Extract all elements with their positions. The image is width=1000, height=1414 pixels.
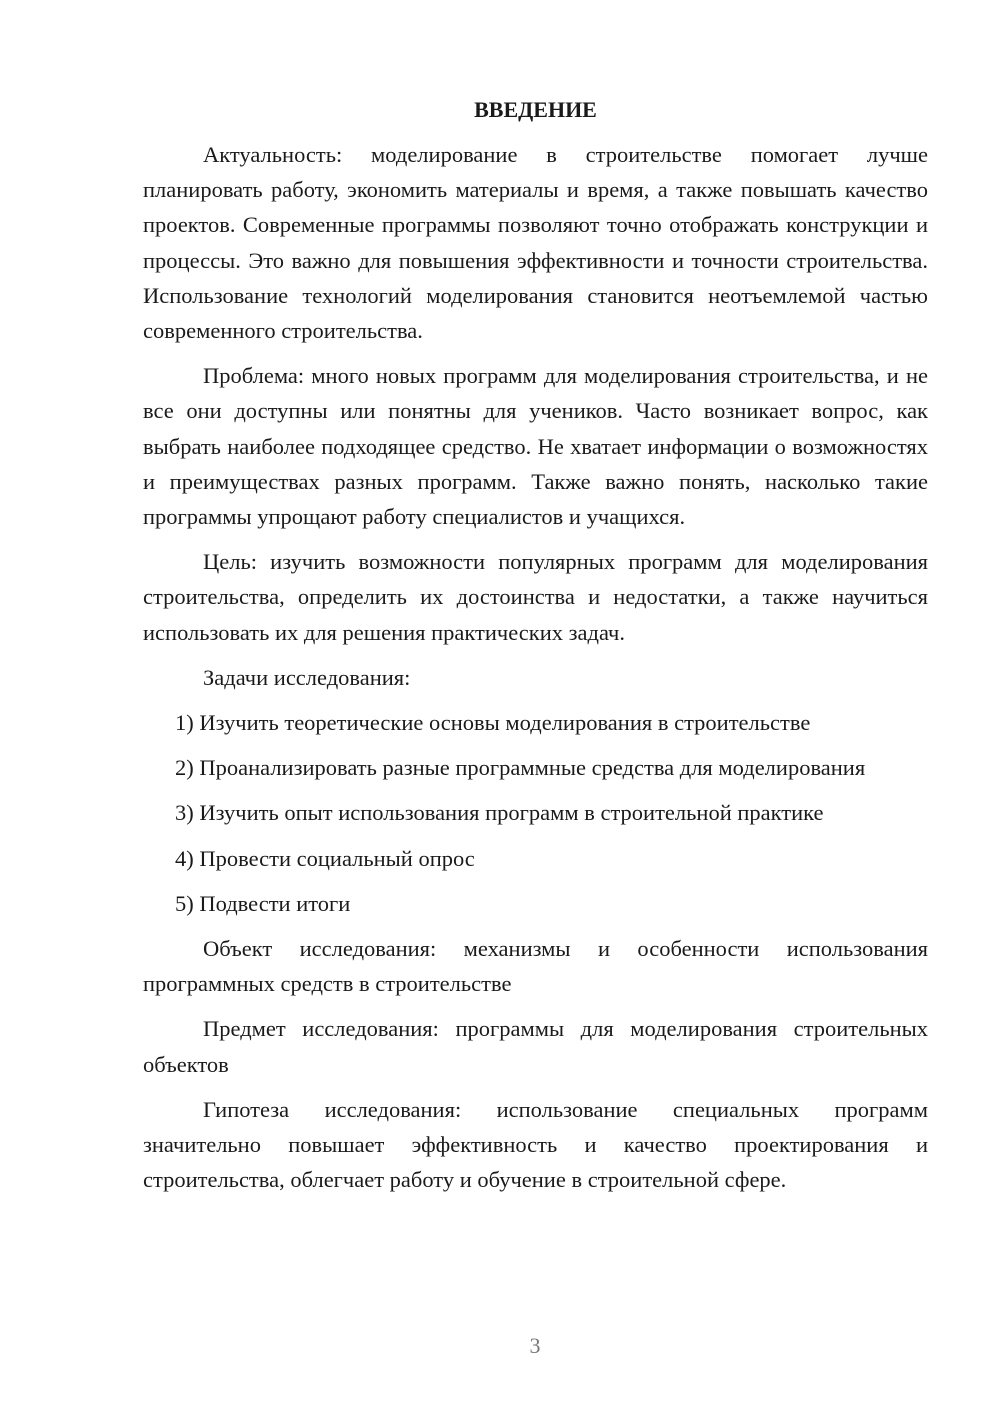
task-item-4: 4) Провести социальный опрос xyxy=(175,845,475,871)
task-item-2: 2) Проанализировать разные программные средства для моделирования xyxy=(175,755,866,781)
paragraph-hypothesis: Гипотеза исследования: использование специальных программ значительно повышает эффективность и качество проектирования и строительства, облегчает работу и обучение в строительной сфере. xyxy=(143,1096,928,1193)
task-item-3: 3) Изучить опыт использования программ в строительной практике xyxy=(175,800,824,826)
section-title: ВВЕДЕНИЕ xyxy=(474,97,597,122)
paragraph-goal: Цель: изучить возможности популярных программ для моделирования строительства, определить их достоинства и недостатки, а также научиться использовать их для решения практических задач. xyxy=(143,549,928,645)
page-number: 3 xyxy=(529,1333,541,1358)
paragraph-tasks-heading: Задачи исследования: xyxy=(203,664,411,690)
paragraph-problem: Проблема: много новых программ для моделирования строительства, и не все они доступны или понятны для учеников. Часто возникает вопрос, как выбрать наиболее подходящее средство. Не хватает информации о возможностях и преимуществах разных программ. Также важно понять, насколько такие программы упрощают работу специалистов и учащихся. xyxy=(143,363,928,530)
task-item-5: 5) Подвести итоги xyxy=(175,890,351,916)
paragraph-subject: Предмет исследования: программы для моделирования строительных объектов xyxy=(143,1016,928,1077)
task-item-1: 1) Изучить теоретические основы моделирования в строительстве xyxy=(175,710,811,736)
document-page xyxy=(143,92,928,1207)
paragraph-relevance: Актуальность: моделирование в строительстве помогает лучше планировать работу, экономить материалы и время, а также повышать качество проектов. Современные программы позволяют точно отображать конструкции и процессы. Это важно для повышения эффективности и точности строительства. Использование технологий моделирования становится неотъемлемой частью современного строительства. xyxy=(143,142,928,344)
paragraph-object: Объект исследования: механизмы и особенности использования программных средств в строительстве xyxy=(143,936,928,997)
